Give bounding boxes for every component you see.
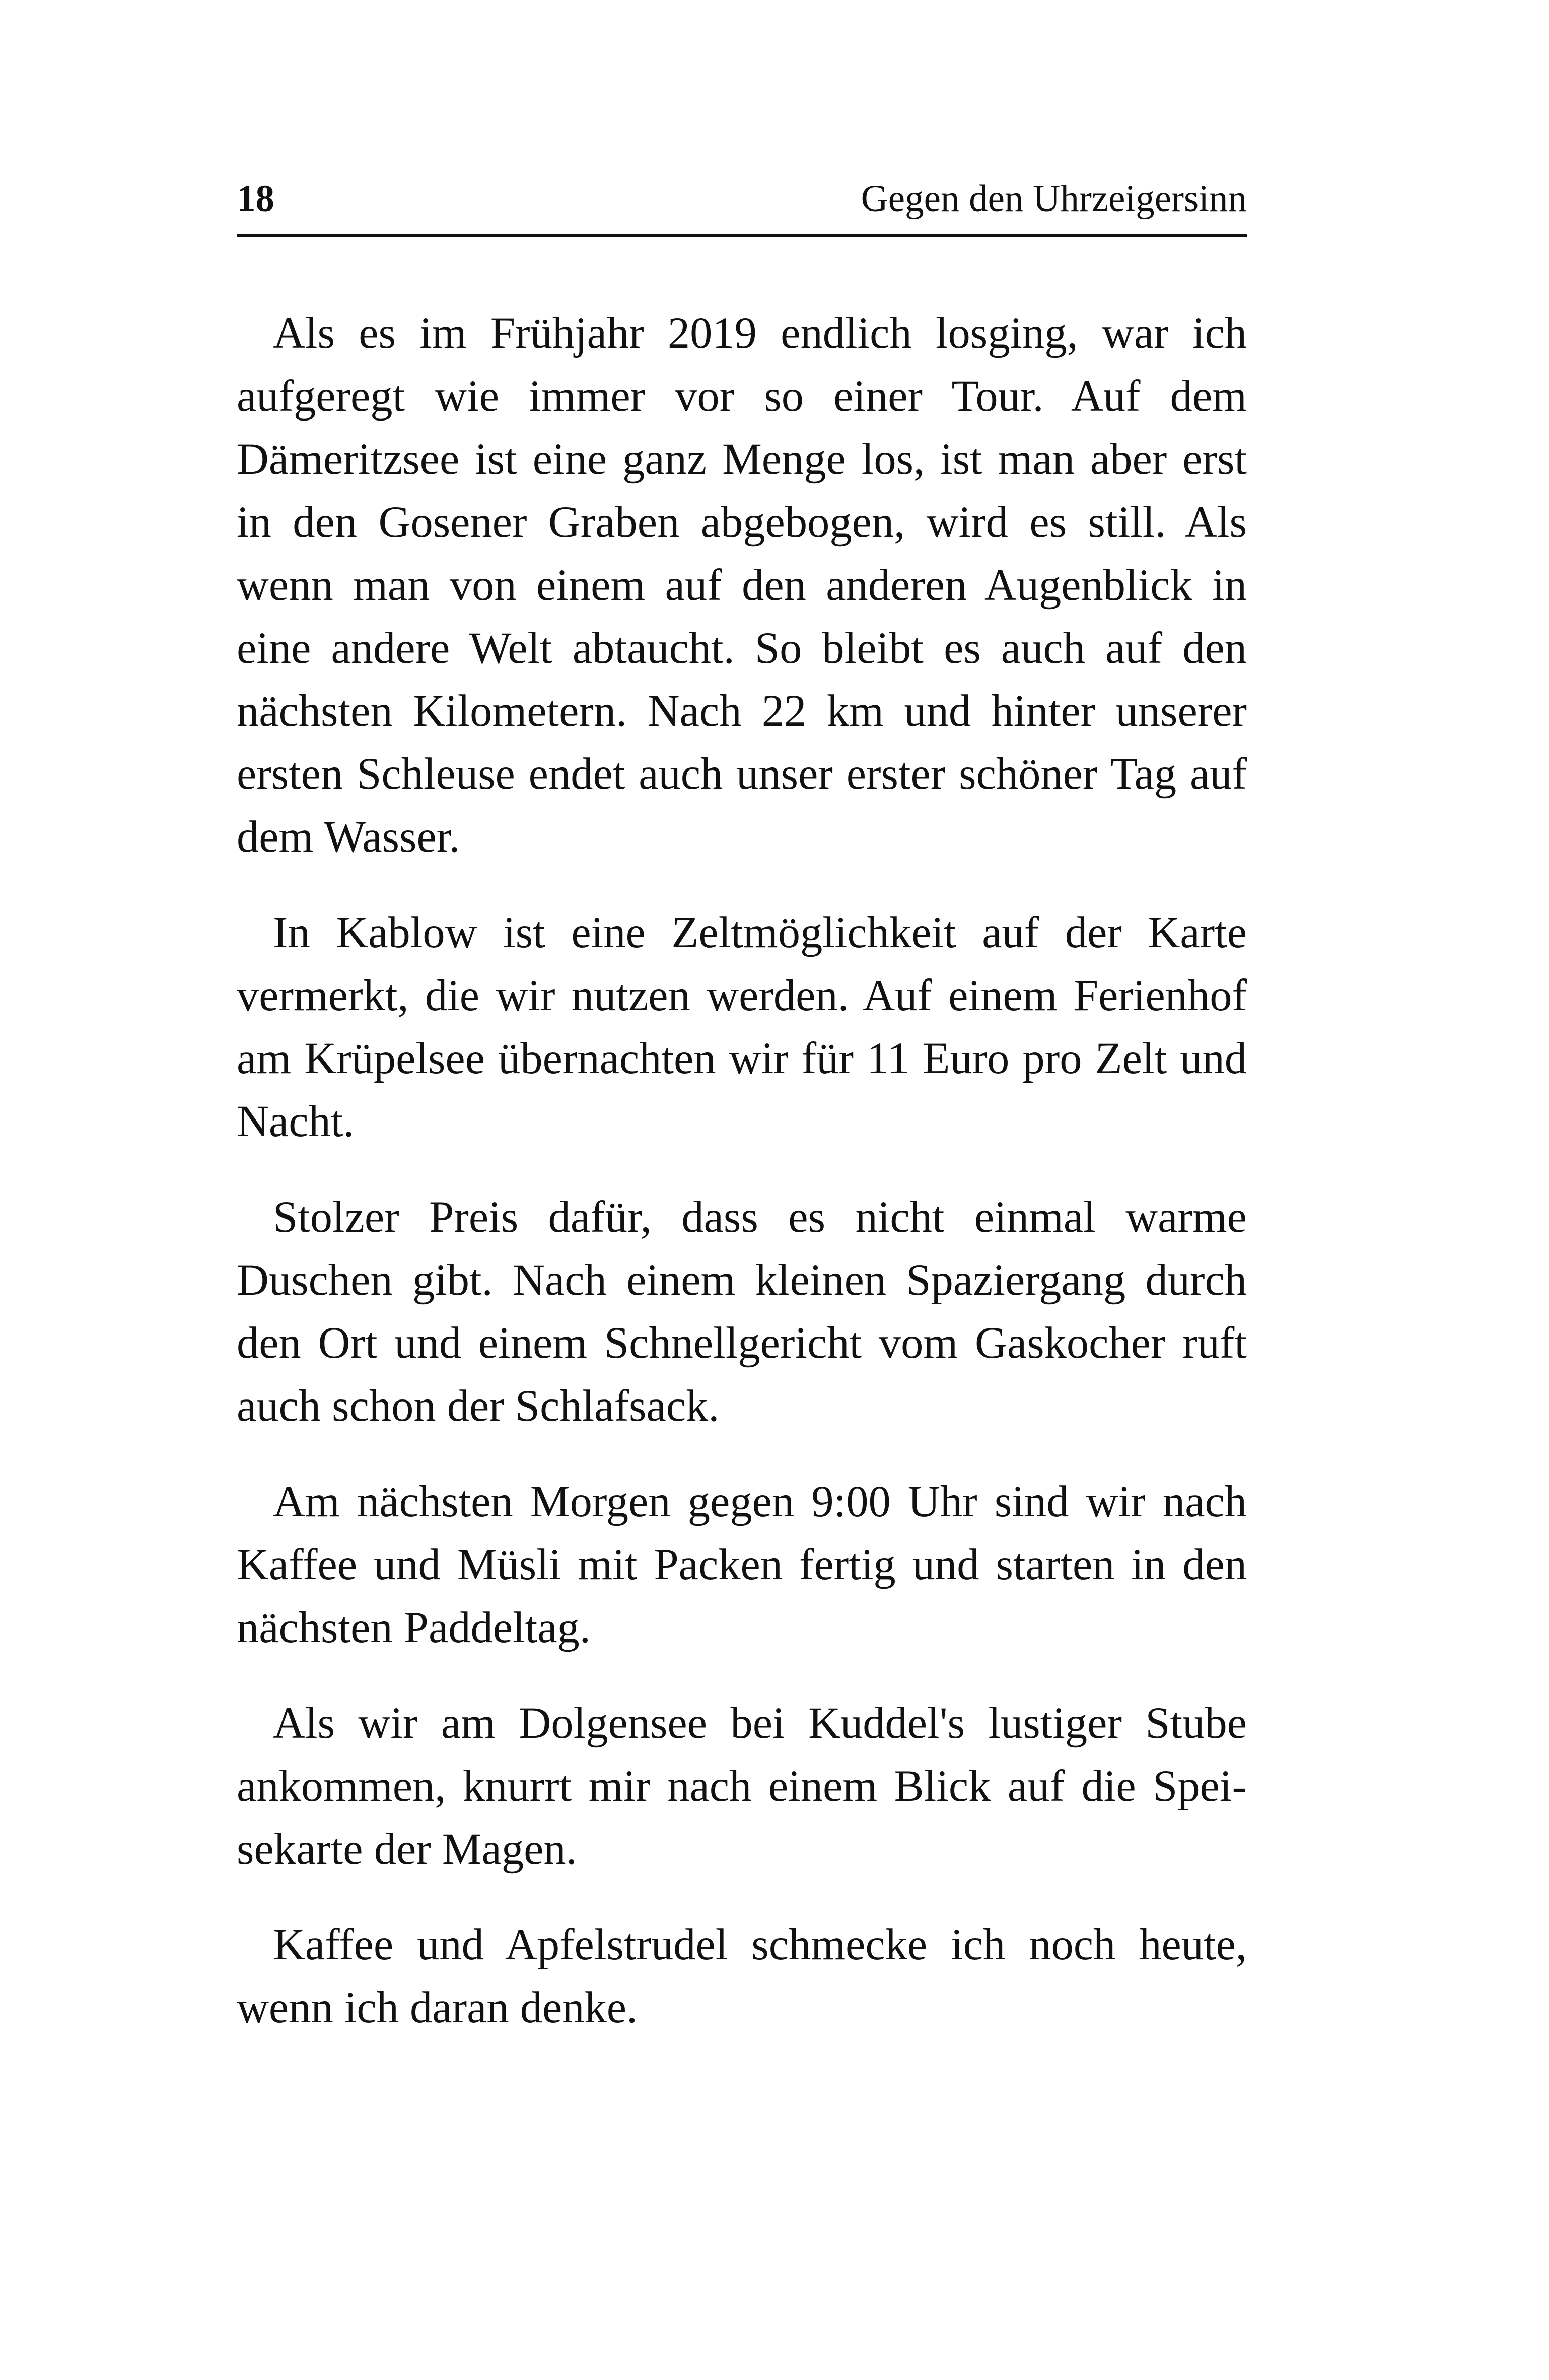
paragraph: In Kablow ist eine Zeltmöglichkeit auf der Karte vermerkt, die wir nutzen werden. Auf einem Ferienhof am Krüpelsee übernachten wir für 11 Euro pro Zelt und Nacht. [237,908,1247,1146]
paragraph: Am nächsten Morgen gegen 9:00 Uhr sind wir nach Kaffee und Müsli mit Packen fertig und starten in den nächsten Paddeltag. [237,1477,1247,1652]
paragraph: Stolzer Preis dafür, dass es nicht einmal warme Duschen gibt. Nach einem kleinen Spaziergang durch den Ort und einem Schnellgericht vom Gaskocher ruft auch schon der Schlafsack. [237,1193,1247,1431]
paragraph: Als es im Frühjahr 2019 endlich losging, war ich aufgeregt wie immer vor so einer Tour. Auf dem Dämeritzsee ist eine ganz Menge los, ist man aber erst in den Gosener Graben abgebogen, wird es still. Als wenn man von einem auf den anderen Augenblick in eine andere Welt abtaucht. So bleibt es auch auf den nächsten Kilometern. Nach 22 km und hinter unserer ersten Schleuse endet auch unser erster schöner Tag auf dem Wasser. [237,309,1247,862]
body-text [237,302,1247,2072]
paragraph: Als wir am Dolgensee bei Kuddel's lustiger Stube ankommen, knurrt mir nach einem Blick auf die Speisekarte der Magen. [237,1699,1247,1874]
page-number: 18 [237,178,274,220]
paragraph: Kaffee und Apfelstrudel schmecke ich noch heute, wenn ich daran denke. [237,1920,1247,2033]
running-title: Gegen den Uhrzeigersinn [861,178,1247,220]
page-header [237,171,1247,227]
header-rule [237,234,1247,237]
